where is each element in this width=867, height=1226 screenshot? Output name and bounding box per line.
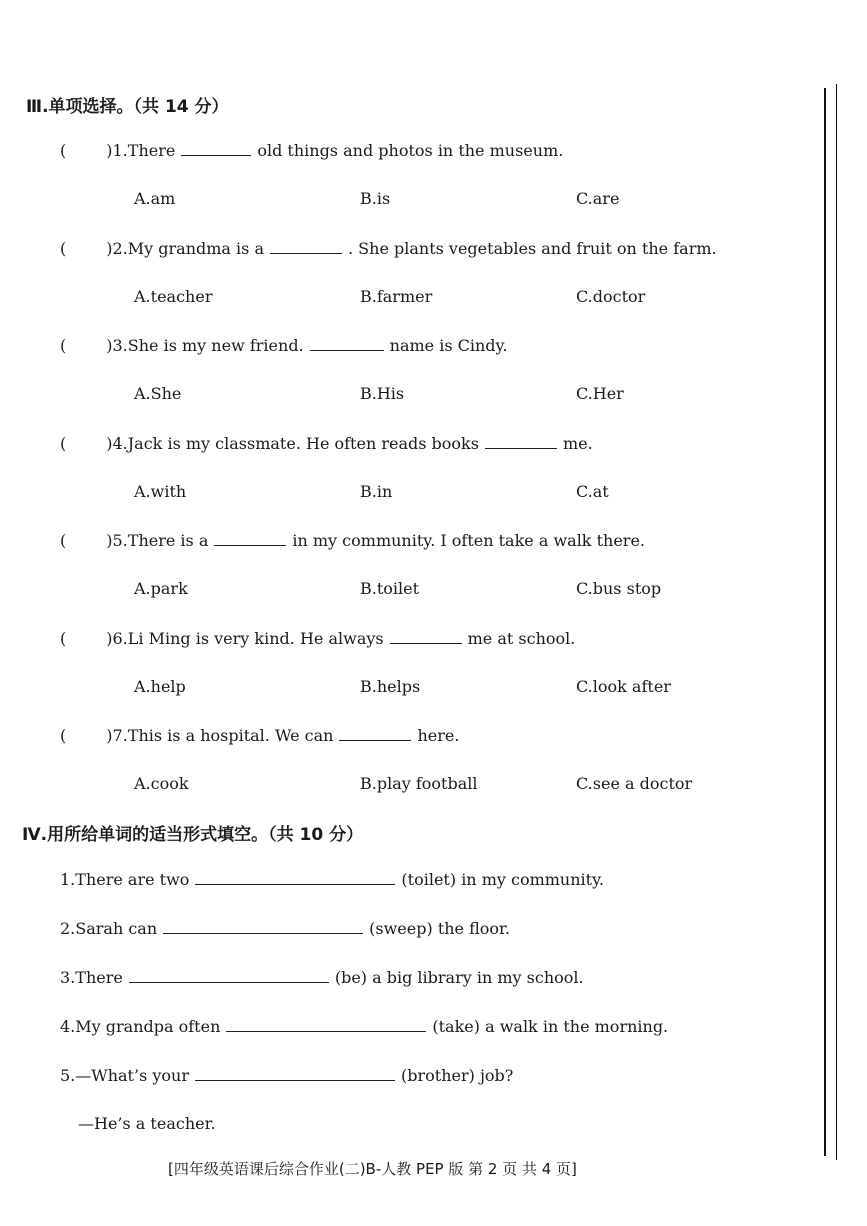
- question-row: [60, 629, 575, 648]
- answer-paren-open: (: [60, 726, 67, 745]
- answer-paren-close: ): [106, 336, 113, 355]
- answer-paren-open: (: [60, 239, 67, 258]
- question-blank[interactable]: [485, 434, 557, 449]
- fill-item: [60, 1017, 668, 1036]
- question-row: [60, 141, 563, 160]
- option-c[interactable]: C.are: [576, 189, 620, 208]
- fill-text-start: 5.—What’s your: [60, 1066, 189, 1085]
- option-a[interactable]: A.She: [134, 384, 182, 403]
- fill-item: [60, 870, 604, 889]
- question-text-end: here.: [417, 726, 460, 745]
- fill-blank[interactable]: [195, 870, 395, 885]
- question-text-start: 7.This is a hospital. We can: [112, 726, 334, 745]
- answer-paren-close: ): [106, 141, 113, 160]
- binding-line-outer: [836, 84, 837, 1160]
- answer-paren-close: ): [106, 434, 113, 453]
- question-text-end: old things and photos in the museum.: [257, 141, 564, 160]
- option-a[interactable]: A.park: [134, 579, 188, 598]
- question-text-start: 3.She is my new friend.: [112, 336, 304, 355]
- question-blank[interactable]: [270, 239, 342, 254]
- fill-text-start: 1.There are two: [60, 870, 190, 889]
- question-text-end: me at school.: [467, 629, 576, 648]
- question-row: [60, 434, 593, 453]
- question-text-start: 1.There: [112, 141, 176, 160]
- option-b[interactable]: B.His: [360, 384, 405, 403]
- binding-line-inner: [824, 88, 826, 1156]
- question-row: [60, 336, 508, 355]
- option-b[interactable]: B.helps: [360, 677, 421, 696]
- question-blank[interactable]: [339, 726, 411, 741]
- fill-blank[interactable]: [129, 968, 329, 983]
- fill-text-start: 2.Sarah can: [60, 919, 158, 938]
- question-row: [60, 239, 717, 258]
- option-a[interactable]: A.help: [134, 677, 186, 696]
- question-blank[interactable]: [181, 141, 251, 156]
- option-b[interactable]: B.play football: [360, 774, 478, 793]
- answer-paren-close: ): [106, 239, 113, 258]
- fill-blank[interactable]: [163, 919, 363, 934]
- question-blank[interactable]: [214, 531, 286, 546]
- question-text-start: 5.There is a: [112, 531, 209, 550]
- answer-paren-open: (: [60, 434, 67, 453]
- question-text-start: 6.Li Ming is very kind. He always: [112, 629, 384, 648]
- fill-hint-text: (take) a walk in the morning.: [432, 1017, 669, 1036]
- section-3-title: Ⅲ.单项选择。（共 14 分）: [26, 97, 229, 117]
- fill-blank[interactable]: [195, 1066, 395, 1081]
- answer-line: —He’s a teacher.: [78, 1114, 216, 1133]
- question-text-end: me.: [562, 434, 593, 453]
- answer-paren-open: (: [60, 629, 67, 648]
- fill-item: [60, 968, 584, 987]
- answer-paren-close: ): [106, 531, 113, 550]
- question-row: [60, 531, 645, 550]
- fill-hint-text: (sweep) the floor.: [369, 919, 511, 938]
- option-b[interactable]: B.in: [360, 482, 393, 501]
- question-text-end: in my community. I often take a walk there.: [292, 531, 645, 550]
- question-text-end: name is Cindy.: [389, 336, 508, 355]
- fill-text-start: 3.There: [60, 968, 123, 987]
- fill-blank[interactable]: [226, 1017, 426, 1032]
- option-c[interactable]: C.look after: [576, 677, 671, 696]
- question-blank[interactable]: [310, 336, 384, 351]
- question-blank[interactable]: [390, 629, 462, 644]
- option-a[interactable]: A.cook: [134, 774, 189, 793]
- option-c[interactable]: C.doctor: [576, 287, 646, 306]
- option-b[interactable]: B.is: [360, 189, 391, 208]
- option-c[interactable]: C.Her: [576, 384, 624, 403]
- fill-item: [60, 1066, 513, 1085]
- fill-hint-text: (toilet) in my community.: [401, 870, 605, 889]
- fill-text-start: 4.My grandpa often: [60, 1017, 221, 1036]
- section-4-title: Ⅳ.用所给单词的适当形式填空。（共 10 分）: [22, 825, 364, 845]
- answer-paren-open: (: [60, 336, 67, 355]
- answer-paren-open: (: [60, 141, 67, 160]
- option-a[interactable]: A.am: [134, 189, 176, 208]
- answer-paren-close: ): [106, 726, 113, 745]
- fill-hint-text: (be) a big library in my school.: [334, 968, 584, 987]
- option-c[interactable]: C.bus stop: [576, 579, 662, 598]
- option-c[interactable]: C.at: [576, 482, 609, 501]
- fill-item: [60, 919, 510, 938]
- question-text-end: . She plants vegetables and fruit on the farm.: [348, 239, 717, 258]
- page-footer: [四年级英语课后综合作业(二)B-人教 PEP 版 第 2 页 共 4 页]: [168, 1160, 577, 1178]
- option-c[interactable]: C.see a doctor: [576, 774, 693, 793]
- fill-hint-text: (brother) job?: [401, 1066, 514, 1085]
- answer-paren-open: (: [60, 531, 67, 550]
- question-row: [60, 726, 459, 745]
- question-text-start: 2.My grandma is a: [112, 239, 264, 258]
- question-text-start: 4.Jack is my classmate. He often reads books: [112, 434, 479, 453]
- option-b[interactable]: B.toilet: [360, 579, 420, 598]
- option-a[interactable]: A.with: [134, 482, 187, 501]
- option-b[interactable]: B.farmer: [360, 287, 433, 306]
- answer-paren-close: ): [106, 629, 113, 648]
- option-a[interactable]: A.teacher: [134, 287, 213, 306]
